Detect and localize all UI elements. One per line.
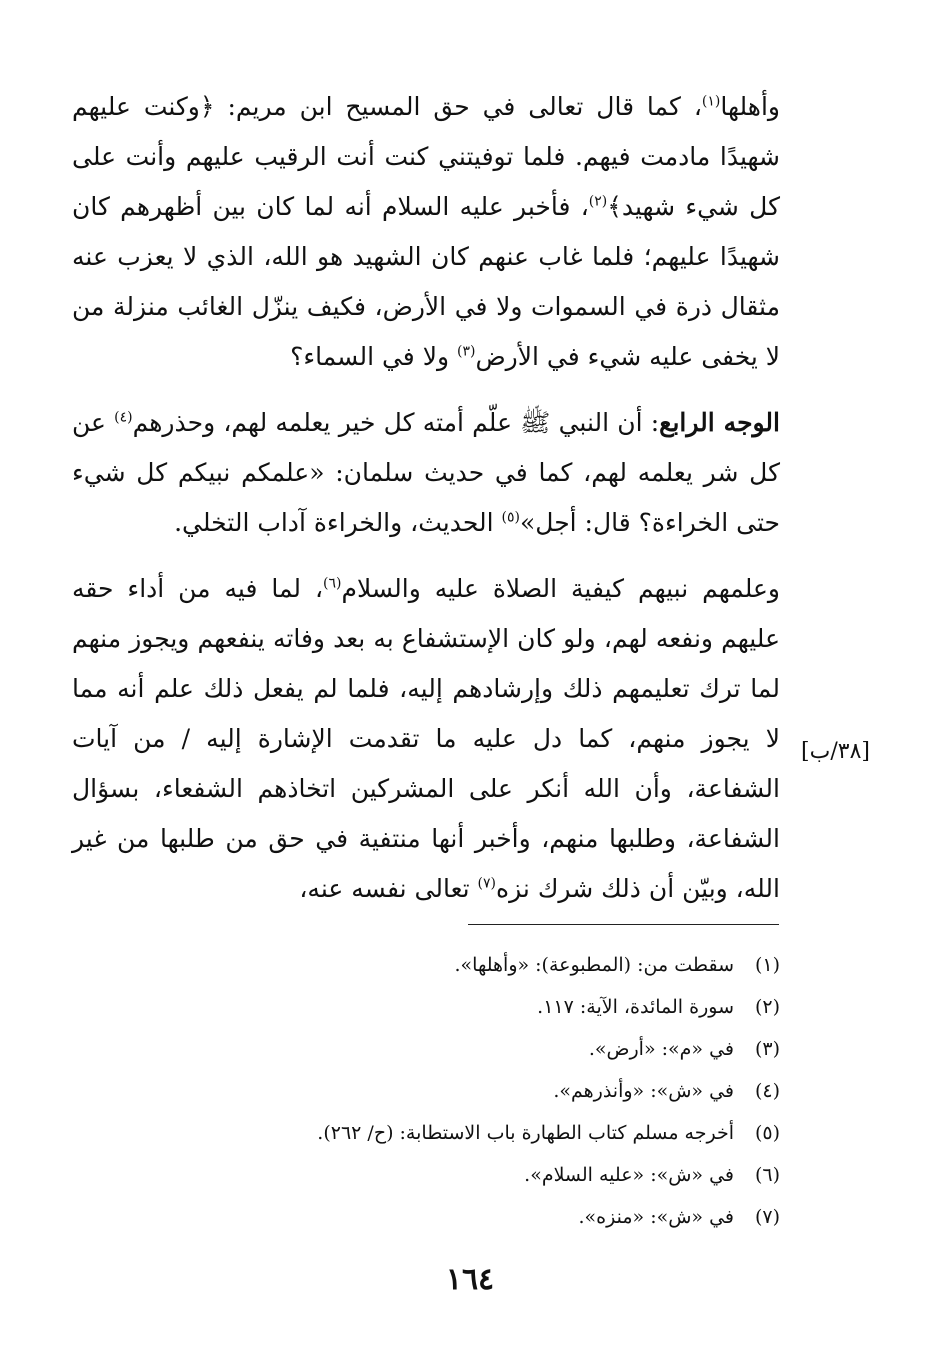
footnote-number: (٥) (754, 1122, 780, 1144)
footnote-ref-1: (١) (701, 93, 721, 110)
footnote-divider (468, 924, 779, 925)
footnote-item (220, 1070, 780, 1112)
footnote-text: سورة المائدة، الآية: ١١٧. (537, 996, 734, 1018)
footnote-ref-7: (٧) (477, 875, 497, 892)
footnotes (220, 944, 780, 1238)
footnote-number: (٣) (754, 1038, 780, 1060)
footnote-item (220, 1028, 780, 1070)
footnote-number: (٦) (754, 1164, 780, 1186)
footnote-item (220, 986, 780, 1028)
footnote-number: (٧) (754, 1206, 780, 1228)
footnote-item (220, 1196, 780, 1238)
footnote-text: سقطت من: (المطبوعة): «وأهلها». (454, 954, 734, 976)
page-number: ١٦٤ (445, 1262, 495, 1297)
footnote-ref-5: (٥) (501, 509, 520, 526)
main-text (72, 82, 780, 914)
footnote-item (220, 1154, 780, 1196)
footnote-number: (٢) (754, 996, 780, 1018)
section-heading: الوجه الرابع (659, 408, 780, 437)
footnote-text: في «ش»: «منزه». (578, 1206, 734, 1228)
footnote-ref-2: (٢) (588, 193, 608, 210)
footnote-ref-4: (٤) (114, 409, 133, 426)
footnote-ref-6: (٦) (323, 575, 342, 592)
paragraph-1: وأهلها$^{(١)}$، كما قال تعالى في حق المسيح ابن مريم: ﴿وكنت عليهم شهيدًا مادمت فيهم. فلما توفيتني كنت أنت الرقيب عليهم وأنت على كل شيء شهيد﴾$^{(٢)}$، فأخبر عليه السلام أنه لما كان بين أظهرهم كان شهيدًا عليهم؛ فلما غاب عنهم كان الشهيد هو الله، الذي لا يعزب عنه مثقال ذرة في السموات ولا في الأرض، فكيف ينزّل الغائب منزلة من لا يخفى عليه شيء في الأرض$^{(٣)}$ ولا في السماء؟ (72, 92, 780, 371)
footnote-text: في «م»: «أرض». (588, 1038, 734, 1060)
footnote-text: في «ش»: «عليه السلام». (524, 1164, 734, 1186)
footnote-number: (٤) (754, 1080, 780, 1102)
footnote-text: في «ش»: «وأنذرهم». (553, 1080, 734, 1102)
manuscript-folio-marker: [٣٨/ب] (801, 739, 870, 764)
footnote-item (220, 944, 780, 986)
paragraph-3: وعلمهم نبيهم كيفية الصلاة عليه والسلام$^{(٦)}$، لما فيه من أداء حقه عليهم ونفعه لهم، ولو كان الإستشفاع به بعد وفاته ينفعهم ويجوز منهم لما ترك تعليمهم ذلك وإرشادهم إليه، فلما لم يفعل ذلك علم أنه مما لا يجوز منهم، كما دل عليه ما تقدمت الإشارة إليه / من آيات الشفاعة، وأن الله أنكر على المشركين اتخاذهم الشفعاء، بسؤال الشفاعة، وطلبها منهم، وأخبر أنها منتفية في حق من طلبها من غير الله، وبيّن أن ذلك شرك نزه$^{(٧)}$ تعالى نفسه عنه، (72, 574, 780, 903)
footnote-number: (١) (754, 954, 780, 976)
footnote-text: أخرجه مسلم كتاب الطهارة باب الاستطابة: (ح/ ٢٦٢). (317, 1122, 734, 1144)
footnote-item (220, 1112, 780, 1154)
paragraph-2: الوجه الرابع: أن النبي ﷺ علّم أمته كل خير يعلمه لهم، وحذرهم$^{(٤)}$ عن كل شر يعلمه لهم، كما في حديث سلمان: «علمكم نبيكم كل شيء حتى الخراءة؟ قال: أجل»$^{(٥)}$ الحديث، والخراءة آداب التخلي. (72, 408, 780, 537)
footnote-ref-3: (٣) (456, 343, 476, 360)
